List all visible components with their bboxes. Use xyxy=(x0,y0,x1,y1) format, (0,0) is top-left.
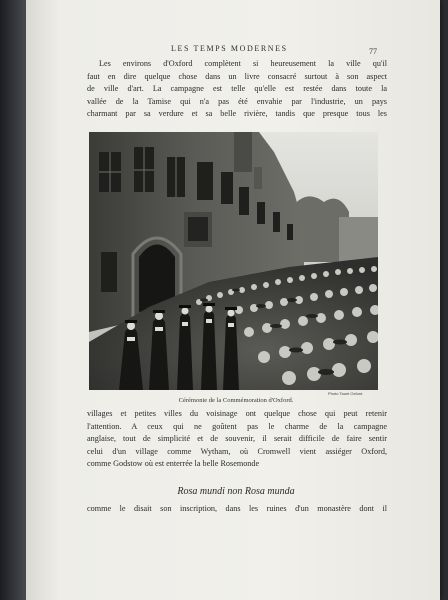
photo-image xyxy=(89,132,378,390)
text-line: vallée de la Tamise qui n'a pas été envahie par l'industrie, un pays xyxy=(87,96,387,106)
paragraph-bottom xyxy=(87,408,387,471)
text-line: anglaise, tout de simplicité et de souvenir, il serait difficile de faire sentir xyxy=(87,434,387,444)
paragraph-top xyxy=(87,58,387,121)
photo-plate xyxy=(89,132,378,390)
text-line: l'attention. A ceux qui ne goûtent pas le charme de la campagne xyxy=(87,421,387,431)
running-head: LES TEMPS MODERNES xyxy=(171,44,288,53)
paragraph-last xyxy=(87,503,387,516)
page-number: 77 xyxy=(369,47,377,56)
text-line: celui d'un village comme Wytham, où Cromwell vient assiéger Oxford, xyxy=(87,446,387,456)
text-line: faut en dire quelque chose dans un livre consacré surtout à son aspect xyxy=(87,71,387,81)
photo-credit: Photo Taunt Oxford xyxy=(328,391,363,396)
text-line: comme le disait son inscription, dans les ruines d'un monastère dont il xyxy=(87,504,387,513)
text-line: charmant par sa verdure et sa belle rivière, tandis que presque tous les xyxy=(87,109,387,119)
photo-caption: Cérémonie de la Commémoration d'Oxford. xyxy=(178,397,294,404)
text-line: comme Godstow où est enterrée la belle Rosemonde xyxy=(87,459,260,469)
latin-motto: Rosa mundi non Rosa munda xyxy=(177,486,295,497)
text-line: Les environs d'Oxford complètent si heureusement la ville qu'il xyxy=(99,59,387,68)
text-line: villages et petites villes du voisinage ont quelque chose qui peut retenir xyxy=(87,409,387,418)
book-page xyxy=(26,0,440,600)
text-line: de ville d'art. La campagne est telle qu'elle est restée dans toute la xyxy=(87,84,387,94)
